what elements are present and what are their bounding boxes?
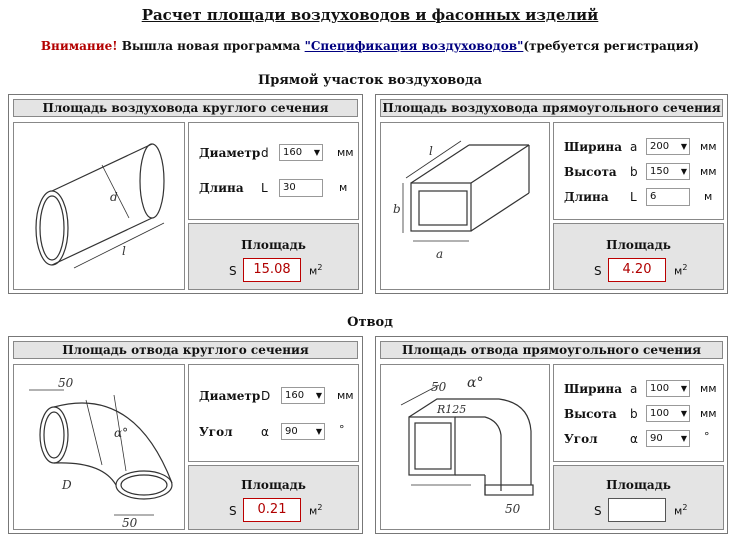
chevron-down-icon: ▼	[680, 142, 687, 151]
length-symbol: L	[261, 181, 268, 195]
round-duct-drawing	[14, 123, 184, 289]
height-unit: мм	[700, 407, 717, 420]
angle-symbol: α	[261, 425, 269, 439]
width-select[interactable]: 100 ▼	[646, 380, 690, 397]
notice-warning: Внимание!	[40, 39, 118, 53]
diameter-label: Диаметр	[199, 146, 261, 160]
svg-text:l: l	[122, 244, 126, 258]
svg-text:50: 50	[122, 516, 138, 529]
diameter-select[interactable]: 160 ▼	[279, 144, 323, 161]
area-symbol: S	[229, 504, 237, 518]
angle-label: Угол	[199, 425, 233, 439]
width-select[interactable]: 200 ▼	[646, 138, 690, 155]
area-unit: $м^2$	[674, 263, 688, 278]
svg-text:d: d	[110, 190, 118, 204]
svg-text:b: b	[393, 202, 401, 216]
panel-title: Площадь воздуховода прямоугольного сечения	[380, 99, 723, 117]
inputs-box	[553, 364, 724, 462]
area-symbol: S	[594, 504, 602, 518]
section-straight-title: Прямой участок воздуховода	[257, 73, 483, 88]
width-symbol: a	[630, 140, 638, 154]
panel-rect-duct	[375, 94, 728, 294]
area-unit: $м^2$	[309, 503, 323, 518]
rect-duct-drawing	[381, 123, 549, 289]
svg-text:50: 50	[431, 380, 447, 394]
svg-text:D: D	[62, 478, 72, 492]
width-label: Ширина	[564, 140, 622, 154]
diameter-symbol: D	[261, 389, 271, 403]
length-input[interactable]: 30	[279, 179, 323, 197]
height-select[interactable]: 100 ▼	[646, 405, 690, 422]
height-label: Высота	[564, 407, 617, 421]
height-select[interactable]: 150 ▼	[646, 163, 690, 180]
height-label: Высота	[564, 165, 617, 179]
chevron-down-icon: ▼	[680, 434, 687, 443]
drawing-box	[13, 122, 185, 290]
drawing-box	[13, 364, 185, 530]
area-value: 0.21	[243, 498, 301, 522]
length-input[interactable]: 6	[646, 188, 690, 206]
length-unit: м	[704, 190, 713, 203]
diameter-unit: мм	[337, 389, 354, 402]
width-symbol: a	[630, 382, 638, 396]
drawing-box	[380, 364, 550, 530]
width-unit: мм	[700, 382, 717, 395]
rect-bend-drawing	[381, 365, 549, 529]
svg-text:α°: α°	[467, 375, 484, 391]
svg-text:α°: α°	[114, 426, 129, 440]
result-box	[188, 223, 359, 290]
length-unit: м	[339, 181, 348, 194]
inputs-box	[188, 122, 359, 220]
notice-text: Вышла новая программа	[117, 39, 305, 53]
chevron-down-icon: ▼	[680, 409, 687, 418]
angle-select[interactable]: 90 ▼	[281, 423, 325, 440]
svg-text:50: 50	[58, 376, 74, 390]
notice	[0, 39, 740, 53]
height-symbol: b	[630, 165, 638, 179]
specification-link[interactable]: "Спецификация воздуховодов"	[304, 39, 524, 53]
svg-text:50: 50	[505, 502, 521, 516]
diameter-select[interactable]: 160 ▼	[281, 387, 325, 404]
panel-title: Площадь отвода круглого сечения	[13, 341, 358, 359]
inputs-box	[188, 364, 359, 462]
chevron-down-icon: ▼	[315, 391, 322, 400]
height-symbol: b	[630, 407, 638, 421]
length-label: Длина	[199, 181, 244, 195]
chevron-down-icon: ▼	[680, 384, 687, 393]
width-label: Ширина	[564, 382, 622, 396]
area-value	[608, 498, 666, 522]
area-label: Площадь	[241, 478, 306, 492]
chevron-down-icon: ▼	[680, 167, 687, 176]
panel-rect-bend	[375, 336, 728, 534]
area-label: Площадь	[606, 238, 671, 252]
result-box	[188, 465, 359, 530]
round-bend-drawing	[14, 365, 184, 529]
area-label: Площадь	[606, 478, 671, 492]
length-symbol: L	[630, 190, 637, 204]
diameter-symbol: d	[261, 146, 269, 160]
page-title: Расчет площади воздуховодов и фасонных изделий	[141, 6, 599, 24]
length-label: Длина	[564, 190, 609, 204]
height-unit: мм	[700, 165, 717, 178]
angle-select[interactable]: 90 ▼	[646, 430, 690, 447]
svg-text:a: a	[436, 247, 444, 261]
drawing-box	[380, 122, 550, 290]
angle-unit: °	[704, 430, 710, 443]
chevron-down-icon: ▼	[313, 148, 320, 157]
width-unit: мм	[700, 140, 717, 153]
panel-title: Площадь отвода прямоугольного сечения	[380, 341, 723, 359]
area-symbol: S	[229, 264, 237, 278]
svg-text:l: l	[429, 144, 433, 158]
panel-round-bend	[8, 336, 363, 534]
result-box	[553, 223, 724, 290]
notice-tail: (требуется регистрация)	[523, 39, 700, 53]
inputs-box	[553, 122, 724, 220]
area-value: 15.08	[243, 258, 301, 282]
area-unit: $м^2$	[674, 503, 688, 518]
angle-label: Угол	[564, 432, 598, 446]
panel-title: Площадь воздуховода круглого сечения	[13, 99, 358, 117]
svg-text:R125: R125	[437, 403, 467, 416]
area-symbol: S	[594, 264, 602, 278]
area-label: Площадь	[241, 238, 306, 252]
result-box	[553, 465, 724, 530]
area-value: 4.20	[608, 258, 666, 282]
diameter-unit: мм	[337, 146, 354, 159]
diameter-label: Диаметр	[199, 389, 261, 403]
section-bend-title: Отвод	[347, 315, 393, 330]
panel-round-duct	[8, 94, 363, 294]
angle-symbol: α	[630, 432, 638, 446]
angle-unit: °	[339, 423, 345, 436]
area-unit: $м^2$	[309, 263, 323, 278]
chevron-down-icon: ▼	[315, 427, 322, 436]
